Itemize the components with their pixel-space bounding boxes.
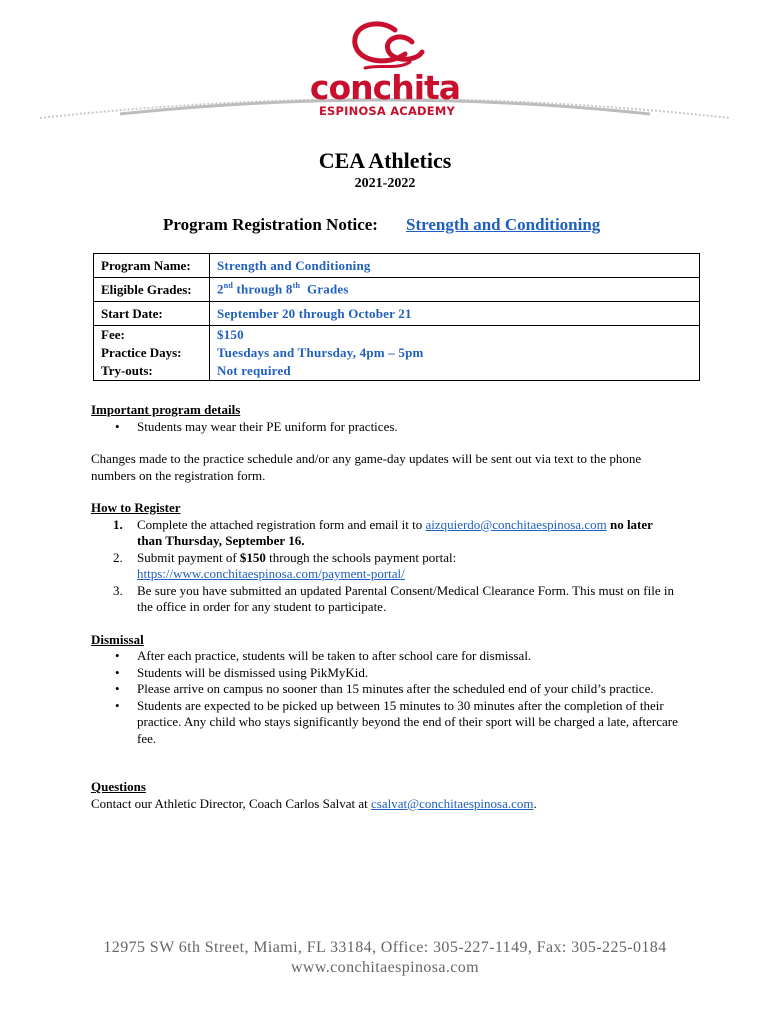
- grades-through: through 8: [233, 281, 293, 297]
- details-bullet-text: Students may wear their PE uniform for practices.: [137, 418, 398, 434]
- bullet-icon: •: [115, 648, 120, 663]
- table-row: [94, 302, 700, 326]
- notice-label: Program Registration Notice:: [163, 215, 378, 234]
- bullet-icon: •: [115, 681, 120, 696]
- tryouts-label: Try-outs:: [101, 363, 153, 378]
- grades-from-suffix: nd: [223, 281, 234, 291]
- fee-days-tryouts-values: [210, 326, 700, 381]
- step-number: 3.: [113, 582, 123, 598]
- bullet-icon: •: [115, 418, 120, 434]
- step-2-amount: $150: [239, 549, 266, 565]
- list-item: [91, 550, 681, 583]
- fee-days-tryouts-labels: [94, 326, 210, 381]
- bullet-icon: •: [115, 697, 120, 713]
- tryouts-value: Not required: [217, 363, 291, 378]
- step-3-text: Be sure you have submitted an updated Parental Consent/Medical Clearance Form. This must on file in the office in order for any student to participate.: [137, 582, 674, 614]
- questions-heading: Questions: [91, 779, 146, 794]
- logo-name: conchita: [309, 68, 461, 107]
- register-steps: [91, 517, 681, 616]
- details-list: [91, 419, 681, 436]
- list-item: [91, 583, 681, 616]
- dismissal-list: [91, 648, 681, 747]
- program-name-value: Strength and Conditioning: [210, 254, 700, 278]
- registration-notice: [163, 215, 600, 235]
- dismissal-item-text: Please arrive on campus no sooner than 15 minutes after the scheduled end of your child’s practice.: [137, 681, 654, 696]
- program-name-label: Program Name:: [94, 254, 210, 278]
- eligible-grades-label: Eligible Grades:: [94, 278, 210, 302]
- practice-days-label: Practice Days:: [101, 345, 182, 360]
- footer-website: www.conchitaespinosa.com: [290, 959, 480, 976]
- athletic-director-email-link[interactable]: csalvat@conchitaespinosa.com: [371, 795, 534, 811]
- footer-address: 12975 SW 6th Street, Miami, FL 33184, Office: 305-227-1149, Fax: 305-225-0184: [103, 939, 667, 956]
- start-date-label: Start Date:: [94, 302, 210, 326]
- dismissal-item-text: Students are expected to be picked up between 15 minutes to 30 minutes after the completion of their practice. Any child who stays significantly beyond the end of their sport will be charged a late, aftercare fee.: [137, 697, 678, 746]
- page-footer: [0, 938, 770, 978]
- changes-paragraph: Changes made to the practice schedule and/or any game-day updates will be sent out via text to the phone numbers on the registration form.: [91, 451, 642, 483]
- step-1-text: Complete the attached registration form and email it to: [137, 516, 426, 532]
- school-year: 2021-2022: [354, 176, 416, 191]
- start-date-value: September 20 through October 21: [210, 302, 700, 326]
- registration-email-link[interactable]: aizquierdo@conchitaespinosa.com: [425, 516, 607, 532]
- payment-portal-link[interactable]: https://www.conchitaespinosa.com/payment-portal/: [137, 566, 405, 581]
- dismissal-item-text: After each practice, students will be taken to after school care for dismissal.: [137, 648, 532, 663]
- practice-days-value: Tuesdays and Thursday, 4pm – 5pm: [217, 345, 424, 360]
- list-item: [91, 419, 681, 436]
- questions-paragraph: [91, 796, 681, 813]
- questions-text: Contact our Athletic Director, Coach Carlos Salvat at: [91, 795, 371, 811]
- step-2-text-post: through the schools payment portal:: [265, 549, 457, 565]
- table-row: [94, 254, 700, 278]
- step-number: 1.: [113, 516, 123, 532]
- grades-through-suffix: th: [292, 281, 301, 291]
- step-2-text: Submit payment of: [137, 549, 240, 565]
- fee-value: $150: [217, 327, 244, 342]
- grades-from: 2: [217, 281, 224, 297]
- list-item: [91, 665, 681, 682]
- list-item: [91, 648, 681, 665]
- program-info-table: [93, 253, 700, 381]
- notice-program-link[interactable]: Strength and Conditioning: [406, 215, 601, 234]
- questions-tail: .: [533, 795, 537, 811]
- details-heading: Important program details: [91, 402, 241, 417]
- list-item: [91, 681, 681, 698]
- table-row: [94, 278, 700, 302]
- list-item: [91, 698, 681, 748]
- dismissal-heading: Dismissal: [91, 631, 144, 647]
- bullet-icon: •: [115, 664, 120, 680]
- grades-suffix: Grades: [300, 281, 349, 297]
- logo-subtitle: ESPINOSA ACADEMY: [318, 104, 456, 118]
- list-item: [91, 517, 681, 550]
- table-row: [94, 326, 700, 381]
- document-body: [91, 402, 681, 812]
- step-1-deadline: no later than Thursday, September 16.: [137, 516, 653, 548]
- page-title: CEA Athletics: [318, 148, 452, 173]
- school-logo: [0, 10, 770, 130]
- dismissal-item-text: Students will be dismissed using PikMyKid.: [137, 664, 369, 680]
- eligible-grades-value: [210, 278, 700, 302]
- fee-label: Fee:: [101, 327, 125, 342]
- logo-cc-monogram-icon: [355, 24, 422, 68]
- step-number: 2.: [113, 549, 123, 565]
- register-heading: How to Register: [91, 500, 181, 515]
